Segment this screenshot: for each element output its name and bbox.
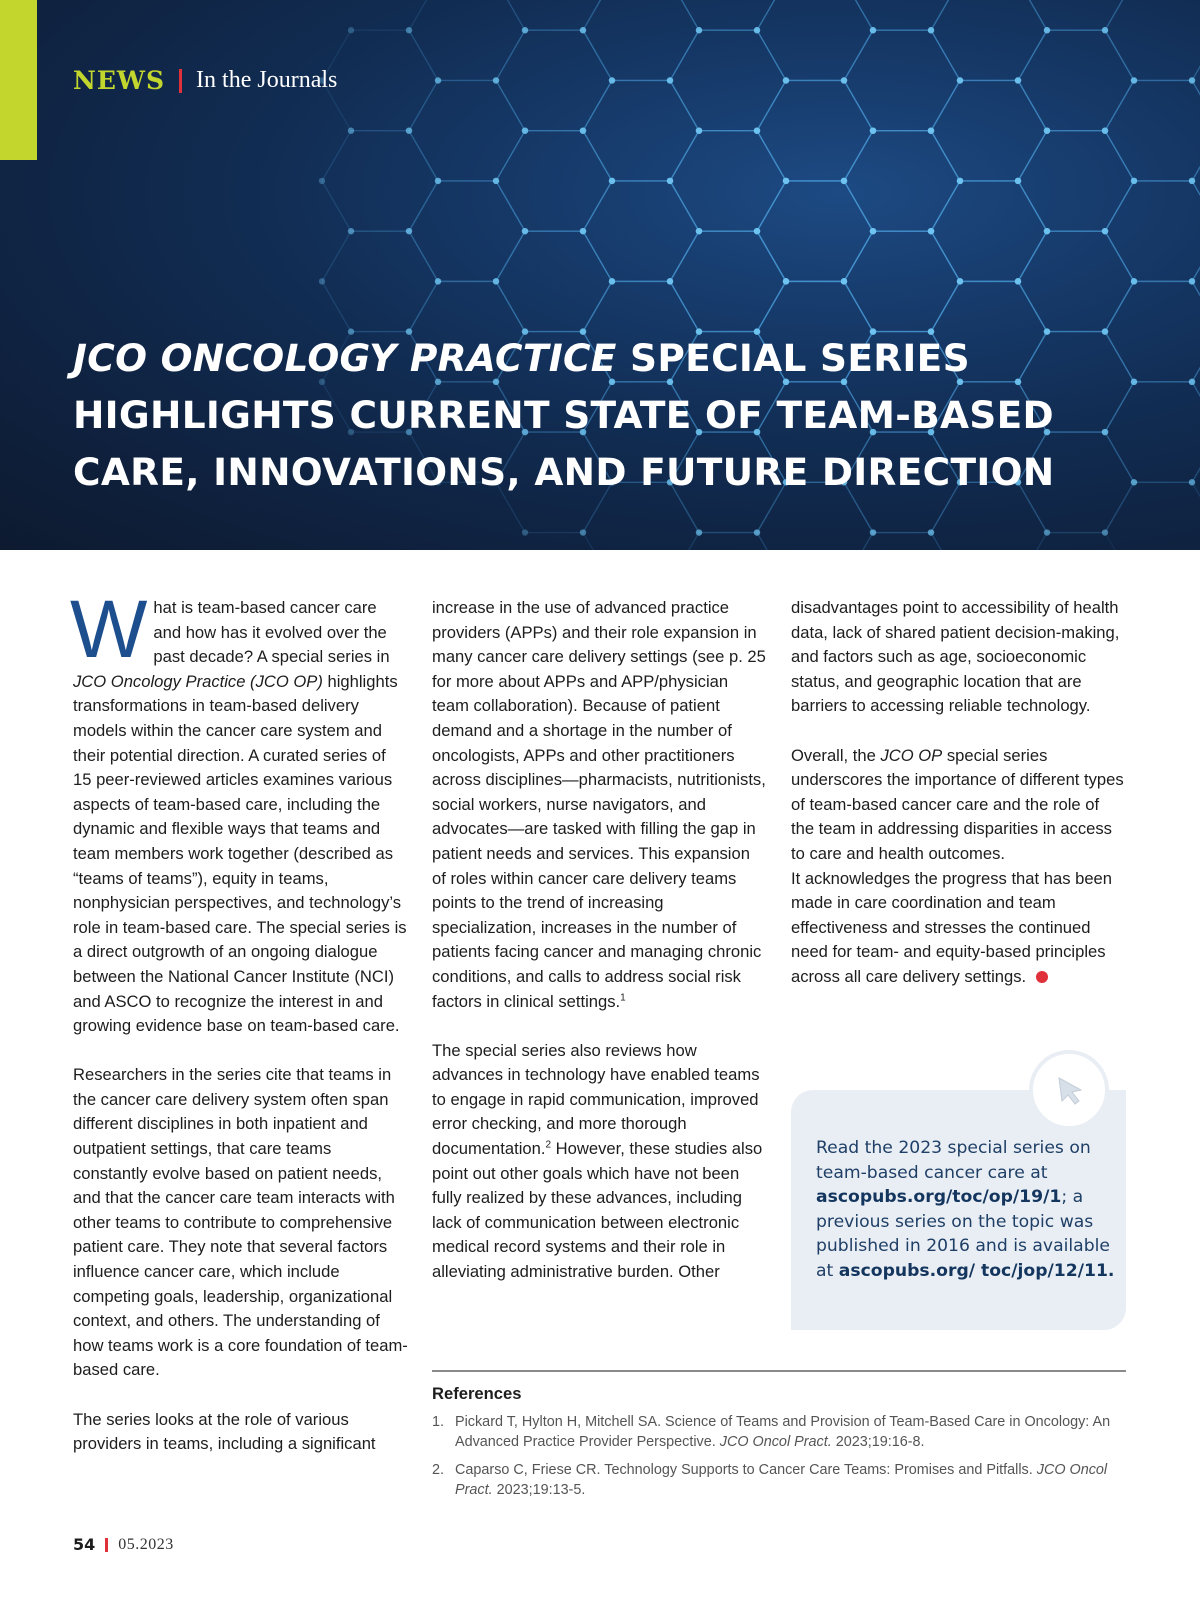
article-column-2 (432, 596, 767, 1285)
footer-divider (105, 1538, 108, 1552)
page-number: 54 (73, 1535, 96, 1554)
article-column-3 (791, 596, 1126, 1014)
references-list (432, 1412, 1126, 1508)
headline-line-1: JCO ONCOLOGY PRACTICE SPECIAL SERIES (73, 336, 970, 380)
article-paragraph: The special series also reviews how advances in technology have enabled teams to engage in rapid communication, improved error checking, and more thorough documentation.$^2$ However, these studies also point out other goals which have not been fully realized by these advances, including lack of communication between electronic medical record systems and their role in alleviating administrative burden. Other (432, 1040, 763, 1282)
reference-item: 1. Pickard T, Hylton H, Mitchell SA. Science of Teams and Provision of Team-Based Care in Oncology: An Advanced Practice Provider Perspective. JCO Oncol Pract. 2023;19:16-8. (432, 1414, 1111, 1450)
references-heading: References (432, 1384, 522, 1403)
article-paragraph: The series looks at the role of various providers in teams, including a significant (73, 1409, 376, 1454)
hero-banner (0, 0, 1200, 550)
reference-item: 2. Caparso C, Friese CR. Technology Supports to Cancer Care Teams: Promises and Pitfalls. JCO Oncol Pract. 2023;19:13-5. (432, 1462, 1108, 1498)
section-color-bar (0, 0, 37, 160)
drop-cap: W (70, 584, 148, 675)
article-paragraph: Researchers in the series cite that teams in the cancer care delivery system often span different disciplines in both inpatient and outpatient settings, that care teams constantly evolve based on patient needs, and that the cancer care team interacts with other teams to contribute to comprehensive patient care. They note that several factors influence cancer care, which include competing goals, leadership, organizational context, and others. The understanding of how teams work is a core foundation of team-based care. (73, 1065, 408, 1380)
page-footer (73, 1535, 174, 1554)
cursor-arrow-icon (1029, 1050, 1109, 1130)
article-paragraph: What is team-based cancer care and how has it evolved over the past decade? A special series in JCO Oncology Practice (JCO OP) highlights transformations in team-based delivery models within the cancer care system and their potential direction. A curated series of 15 peer-reviewed articles examines various aspects of team-based care, including the dynamic and flexible ways that teams and team members work together (described as “teams of teams”), equity in teams, nonphysician perspectives, and technology’s role in team-based care. The special series is a direct outgrowth of an ongoing dialogue between the National Cancer Institute (NCI) and ASCO to recognize the interest in and growing evidence base on team-based care. (70, 584, 407, 1036)
section-name: NEWS (73, 66, 166, 95)
callout-text: Read the 2023 special series on team-based cancer care at ascopubs.org/toc/op/19/1; a previous series on the topic was published in 2016 and is available at ascopubs.org/ toc/jop/12/11. (816, 1138, 1115, 1281)
series-2016-link[interactable]: ascopubs.org/ toc/jop/12/11. (838, 1260, 1115, 1281)
section-label (73, 66, 337, 95)
article-paragraph: increase in the use of advanced practice providers (APPs) and their role expansion in many cancer care delivery settings (see p. 25 for more about APPs and APP/physician team collaboration). Because of patient demand and a shortage in the number of oncologists, APPs and other practitioners across disciplines—pharmacists, nutritionists, social workers, nurse navigators, and advocates—are tasked with filling the gap in patient needs and services. This expansion of roles within cancer care delivery teams points to the trend of increasing specialization, increases in the number of patients facing cancer and managing chronic conditions, and calls to address social risk factors in clinical settings.$^1$ (432, 598, 766, 1011)
headline-line-3: CARE, INNOVATIONS, AND FUTURE DIRECTION (73, 450, 1055, 494)
article-paragraph: Overall, the JCO OP special series underscores the importance of different types of team-based cancer care and the role of the team in addressing disparities in access to care and health outcomes. (791, 745, 1124, 863)
article-column-1 (70, 584, 408, 1457)
section-divider (179, 69, 182, 93)
subsection-name: In the Journals (196, 67, 338, 93)
series-2023-link[interactable]: ascopubs.org/toc/op/19/1 (816, 1187, 1062, 1208)
references-divider (432, 1370, 1126, 1372)
article-paragraph: disadvantages point to accessibility of health data, lack of shared patient decision-making, and factors such as age, socioeconomic status, and geographic location that are barriers to accessing reliable technology. (791, 598, 1120, 716)
headline-line-2: HIGHLIGHTS CURRENT STATE OF TEAM-BASED (73, 393, 1054, 437)
end-of-article-mark (1036, 971, 1048, 983)
article-paragraph: It acknowledges the progress that has been made in care coordination and team effectiveness and stresses the continued need for team- and equity-based principles across all care delivery settings. (791, 868, 1113, 986)
article-headline (73, 330, 1093, 501)
issue-date: 05.2023 (118, 1535, 174, 1553)
